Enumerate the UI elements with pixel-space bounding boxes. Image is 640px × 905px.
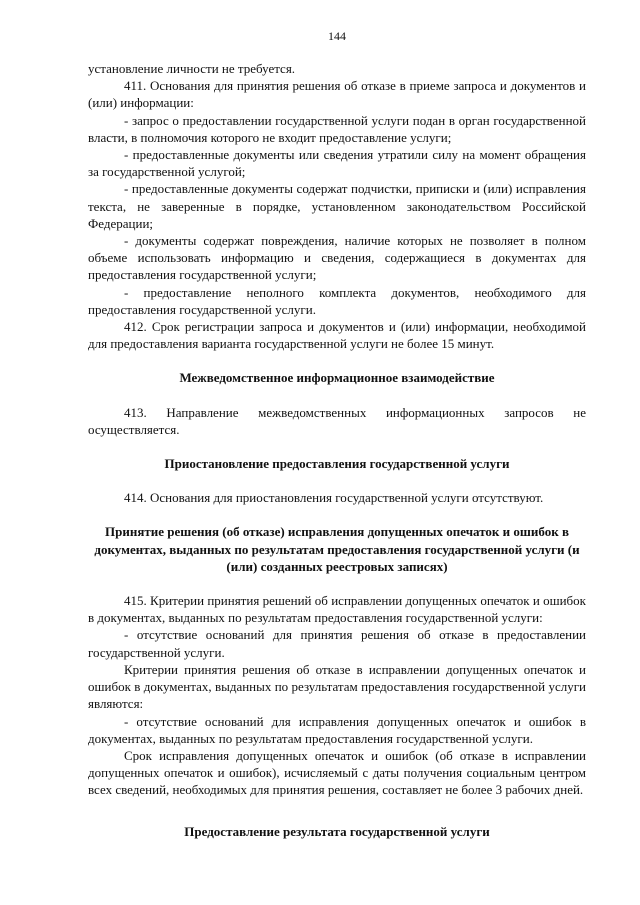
paragraph-412: 412. Срок регистрации запроса и документов и (или) информации, необходимой для предоставления варианта государственной услуги не более 15 минут. [88,319,586,352]
paragraph-identity-not-required: установление личности не требуется. [88,61,296,76]
paragraph-411-item-3: - предоставленные документы содержат подчистки, приписки и (или) исправления текста, не заверенные в порядке, установленном законодательством Российской Федерации; [88,181,586,231]
heading-result-provision: Предоставление результата государственной услуги [184,823,490,839]
heading-corrections: Принятие решения (об отказе) исправления допущенных опечаток и ошибок в документах, выданных по результатам предоставления государственной услуги (и (или) созданных реестровых записях) [94,524,580,574]
paragraph-414: 414. Основания для приостановления государственной услуги отсутствуют. [124,490,544,506]
heading-suspension: Приостановление предоставления государственной услуги [164,456,510,472]
heading-interagency: Межведомственное информационное взаимодействие [179,370,495,386]
paragraph-refusal-criteria: Критерии принятия решения об отказе в исправлении допущенных опечаток и ошибок в документах, выданных по результатам предоставления государственной услуги являются: [88,661,586,712]
paragraph-refusal-criteria-item: - отсутствие оснований для исправления допущенных опечаток и ошибок в документах, выданных по результатам предоставления государственной услуги. [88,713,586,746]
paragraph-415-item-1: - отсутствие оснований для принятия решения об отказе в предоставлении государственной услуги. [88,627,586,660]
paragraph-411-item-2: - предоставленные документы или сведения утратили силу на момент обращения за государственной услугой; [88,147,586,180]
paragraph-411-item-5: - предоставление неполного комплекта документов, необходимого для предоставления государственной услуги. [88,284,586,317]
paragraph-415: 415. Критерии принятия решений об исправлении допущенных опечаток и ошибок в документах, выданных по результатам предоставления государственной услуги: [88,593,586,626]
paragraph-correction-term: Срок исправления допущенных опечаток и ошибок (об отказе в исправлении допущенных опечаток и ошибок), исчисляемый с даты получения социальным центром всех сведений, необходимых для принятия решения, составляет не более 3 рабочих дней. [88,747,586,798]
paragraph-413: 413. Направление межведомственных информационных запросов не осуществляется. [88,404,586,437]
page-number: 144 [328,29,346,43]
paragraph-411: 411. Основания для принятия решения об отказе в приеме запроса и документов и (или) информации: [88,78,586,111]
paragraph-411-item-1: - запрос о предоставлении государственной услуги подан в орган государственной власти, в полномочия которого не входит предоставление услуги; [88,112,586,145]
paragraph-411-item-4: - документы содержат повреждения, наличие которых не позволяет в полном объеме использовать информацию и сведения, содержащиеся в документах для предоставления государственной услуги; [88,233,586,283]
document-body [88,60,586,840]
